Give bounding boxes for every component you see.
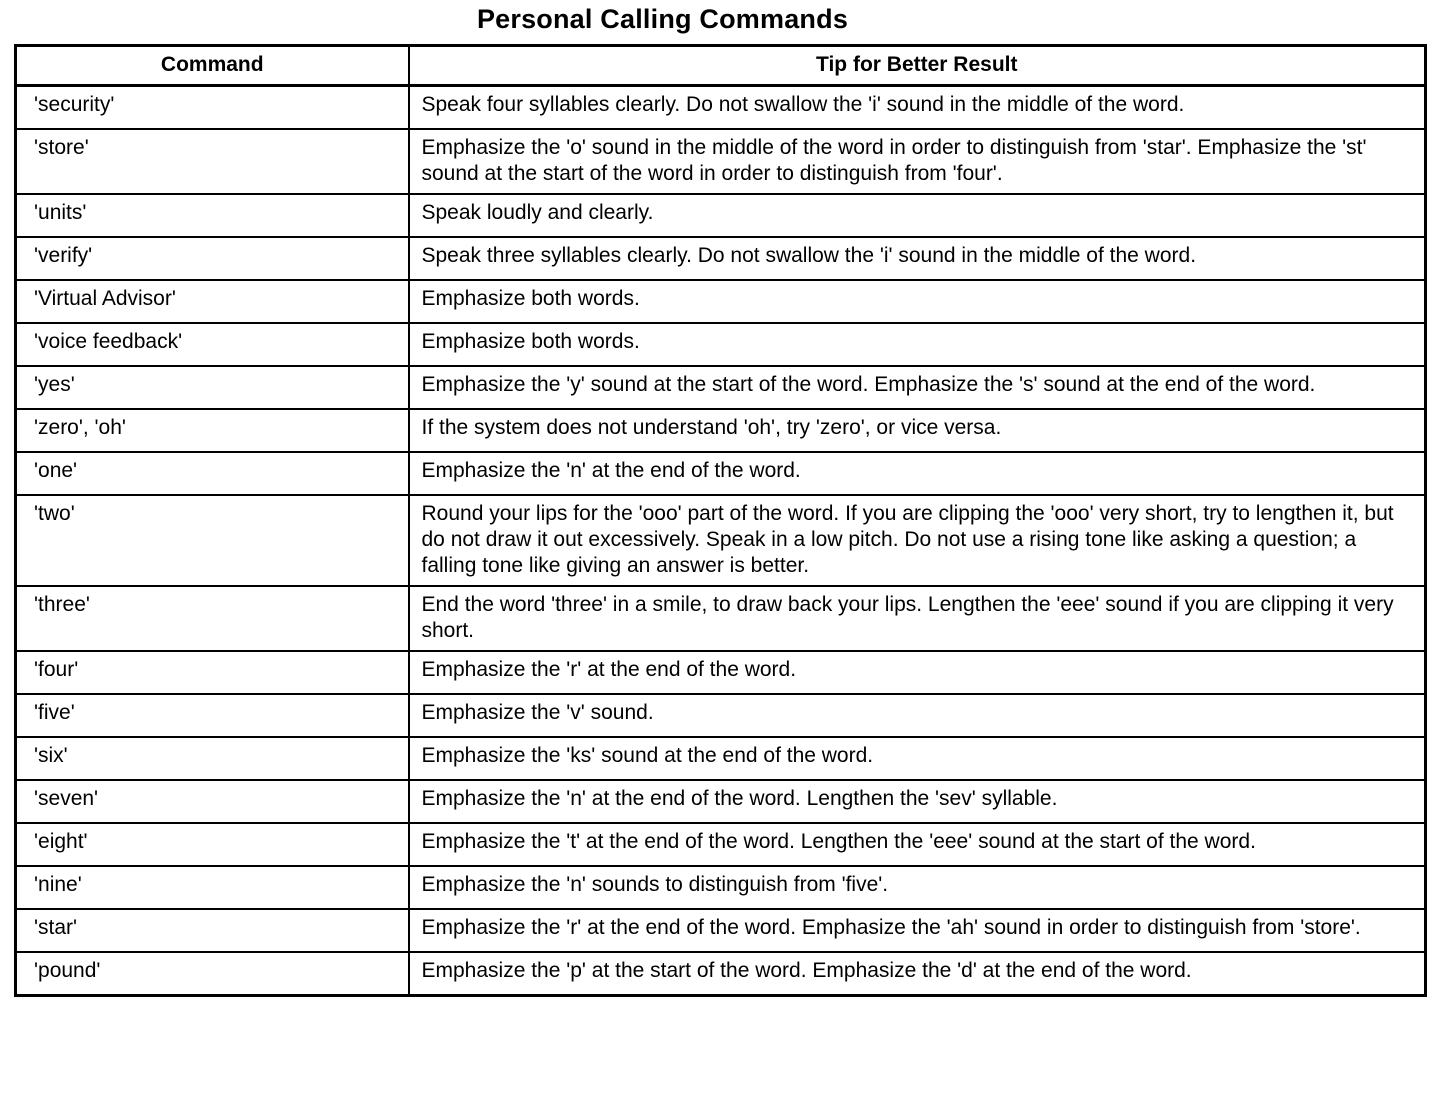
commands-table (14, 44, 1427, 997)
command-cell: 'seven' (16, 780, 409, 823)
command-cell: 'one' (16, 452, 409, 495)
page-title: Personal Calling Commands (476, 4, 849, 34)
table-row (16, 86, 1426, 130)
tip-cell: Emphasize both words. (409, 280, 1426, 323)
command-cell: 'units' (16, 194, 409, 237)
table-row (16, 452, 1426, 495)
tip-cell: If the system does not understand 'oh', try 'zero', or vice versa. (409, 409, 1426, 452)
table-row (16, 866, 1426, 909)
command-cell: 'star' (16, 909, 409, 952)
tip-cell: Round your lips for the 'ooo' part of the word. If you are clipping the 'ooo' very short, try to lengthen it, but do not draw it out excessively. Speak in a low pitch. Do not use a rising tone like asking a question; a falling tone like giving an answer is better. (409, 495, 1426, 586)
tip-cell: Emphasize the 'r' at the end of the word. Emphasize the 'ah' sound in order to distinguish from 'store'. (409, 909, 1426, 952)
column-header-tip: Tip for Better Result (409, 46, 1426, 86)
table-row (16, 280, 1426, 323)
command-cell: 'voice feedback' (16, 323, 409, 366)
command-cell: 'yes' (16, 366, 409, 409)
table-row (16, 323, 1426, 366)
table-row (16, 909, 1426, 952)
tip-cell: Emphasize both words. (409, 323, 1426, 366)
tip-cell: Speak loudly and clearly. (409, 194, 1426, 237)
table-row (16, 952, 1426, 996)
tip-cell: Emphasize the 't' at the end of the word. Lengthen the 'eee' sound at the start of the word. (409, 823, 1426, 866)
command-cell: 'five' (16, 694, 409, 737)
table-row (16, 237, 1426, 280)
command-cell: 'store' (16, 129, 409, 194)
command-cell: 'security' (16, 86, 409, 130)
table-row (16, 694, 1426, 737)
tip-cell: Speak four syllables clearly. Do not swallow the 'i' sound in the middle of the word. (409, 86, 1426, 130)
tip-cell: Emphasize the 'n' at the end of the word. Lengthen the 'sev' syllable. (409, 780, 1426, 823)
tip-cell: Emphasize the 'n' sounds to distinguish from 'five'. (409, 866, 1426, 909)
table-row (16, 651, 1426, 694)
tip-cell: Emphasize the 'p' at the start of the word. Emphasize the 'd' at the end of the word. (409, 952, 1426, 996)
command-cell: 'four' (16, 651, 409, 694)
tip-cell: Emphasize the 'v' sound. (409, 694, 1426, 737)
table-row (16, 780, 1426, 823)
tip-cell: Emphasize the 'n' at the end of the word. (409, 452, 1426, 495)
table-row (16, 409, 1426, 452)
table-row (16, 194, 1426, 237)
column-header-command: Command (16, 46, 409, 86)
command-cell: 'nine' (16, 866, 409, 909)
table-row (16, 366, 1426, 409)
command-cell: 'two' (16, 495, 409, 586)
tip-cell: Emphasize the 'ks' sound at the end of the word. (409, 737, 1426, 780)
table-row (16, 129, 1426, 194)
command-cell: 'three' (16, 586, 409, 651)
table-row (16, 737, 1426, 780)
command-cell: 'verify' (16, 237, 409, 280)
tip-cell: Emphasize the 'r' at the end of the word. (409, 651, 1426, 694)
command-cell: 'pound' (16, 952, 409, 996)
tip-cell: Speak three syllables clearly. Do not swallow the 'i' sound in the middle of the word. (409, 237, 1426, 280)
tip-cell: End the word 'three' in a smile, to draw back your lips. Lengthen the 'eee' sound if you are clipping it very short. (409, 586, 1426, 651)
table-row (16, 586, 1426, 651)
table-header-row (16, 46, 1426, 86)
command-cell: 'eight' (16, 823, 409, 866)
table-row (16, 495, 1426, 586)
table-row (16, 823, 1426, 866)
command-cell: 'six' (16, 737, 409, 780)
tip-cell: Emphasize the 'y' sound at the start of the word. Emphasize the 's' sound at the end of the word. (409, 366, 1426, 409)
command-cell: 'Virtual Advisor' (16, 280, 409, 323)
command-cell: 'zero', 'oh' (16, 409, 409, 452)
tip-cell: Emphasize the 'o' sound in the middle of the word in order to distinguish from 'star'. Emphasize the 'st' sound at the start of the word in order to distinguish from 'four'. (409, 129, 1426, 194)
